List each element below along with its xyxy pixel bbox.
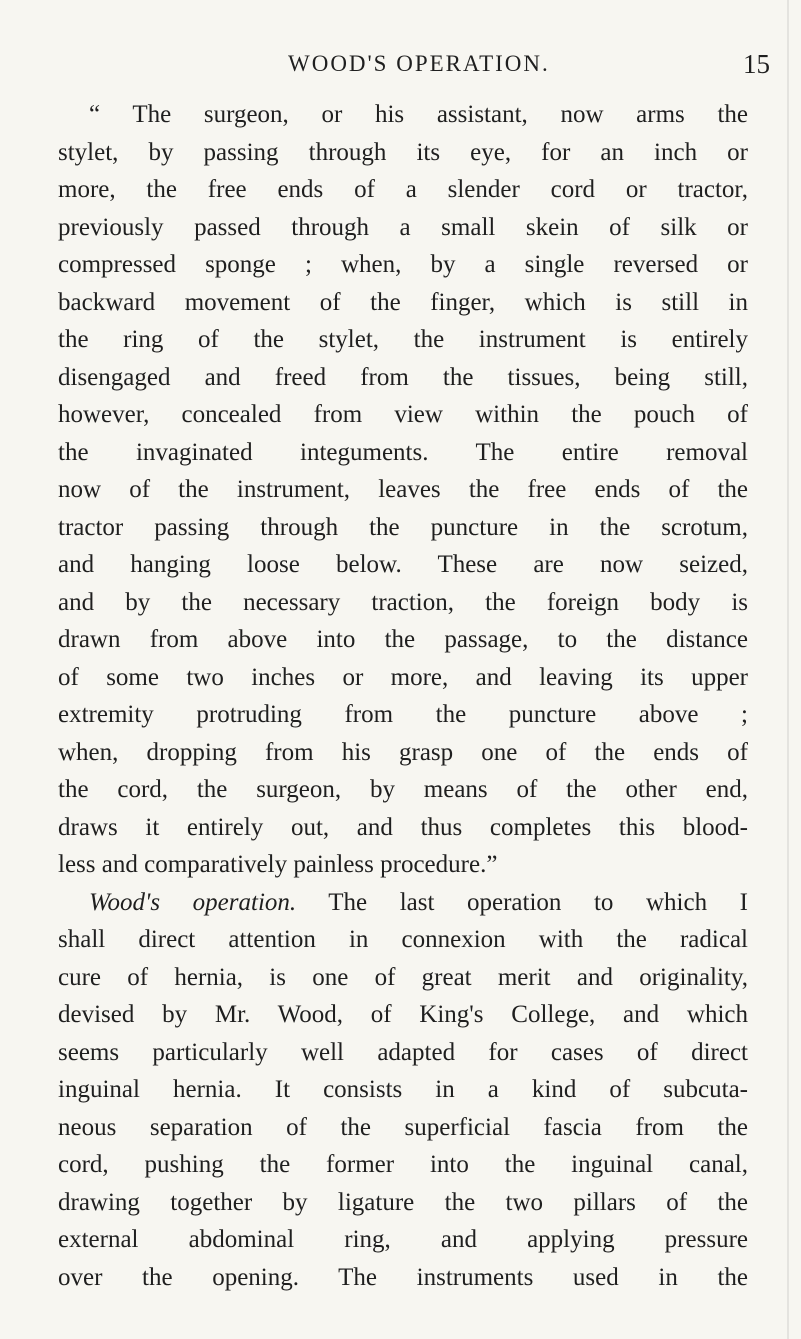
section-first-line: [58, 884, 748, 922]
text-line: over the opening. The instruments used in the: [58, 1263, 748, 1291]
text-line: cure of hernia, is one of great merit and originality,: [58, 963, 748, 991]
text-line: of some two inches or more, and leaving its upper: [58, 663, 748, 691]
text-line: and by the necessary traction, the foreign body is: [58, 588, 748, 616]
text-line: neous separation of the superficial fascia from the: [58, 1113, 748, 1141]
section-heading: Wood's operation.: [89, 888, 297, 916]
text-line: the invaginated integuments. The entire removal: [58, 438, 748, 466]
text-line: extremity protruding from the puncture above ;: [58, 701, 748, 728]
text-line: less and comparatively painless procedure.”: [58, 851, 498, 878]
text-line: drawn from above into the passage, to the distance: [58, 626, 748, 653]
text-line: inguinal hernia. It consists in a kind of subcuta-: [58, 1076, 748, 1103]
running-head: [0, 51, 801, 85]
section-first-line-text: The last operation to which I: [328, 888, 748, 916]
text-line: drawing together by ligature the two pillars of the: [58, 1188, 748, 1216]
text-line: disengaged and freed from the tissues, being still,: [58, 363, 748, 391]
text-line: “ The surgeon, or his assistant, now arms the: [89, 101, 748, 128]
text-line: backward movement of the finger, which is still in: [58, 288, 748, 316]
page-number: 15: [743, 49, 770, 79]
text-line: previously passed through a small skein of silk or: [58, 213, 748, 241]
text-line: when, dropping from his grasp one of the ends of: [58, 738, 748, 766]
text-line: and hanging loose below. These are now seized,: [58, 551, 748, 578]
text-line: more, the free ends of a slender cord or tractor,: [58, 176, 748, 203]
text-line: the cord, the surgeon, by means of the other end,: [58, 776, 748, 803]
text-line: external abdominal ring, and applying pressure: [58, 1226, 748, 1253]
text-line: compressed sponge ; when, by a single reversed or: [58, 251, 748, 278]
text-line: devised by Mr. Wood, of King's College, and which: [58, 1001, 748, 1028]
body-text: [58, 96, 748, 1296]
text-line: draws it entirely out, and thus completes this blood-: [58, 813, 748, 841]
text-line: seems particularly well adapted for cases of direct: [58, 1038, 748, 1066]
page-edge-shadow: [787, 0, 789, 1339]
text-line: however, concealed from view within the pouch of: [58, 401, 748, 428]
text-line: tractor passing through the puncture in the scrotum,: [58, 513, 748, 541]
text-line: now of the instrument, leaves the free ends of the: [58, 476, 748, 503]
text-line: shall direct attention in connexion with the radical: [58, 926, 748, 953]
text-line: the ring of the stylet, the instrument is entirely: [58, 326, 748, 353]
text-line: cord, pushing the former into the inguinal canal,: [58, 1151, 748, 1178]
text-line: stylet, by passing through its eye, for an inch or: [58, 138, 748, 166]
running-title: WOOD'S OPERATION.: [288, 51, 550, 76]
